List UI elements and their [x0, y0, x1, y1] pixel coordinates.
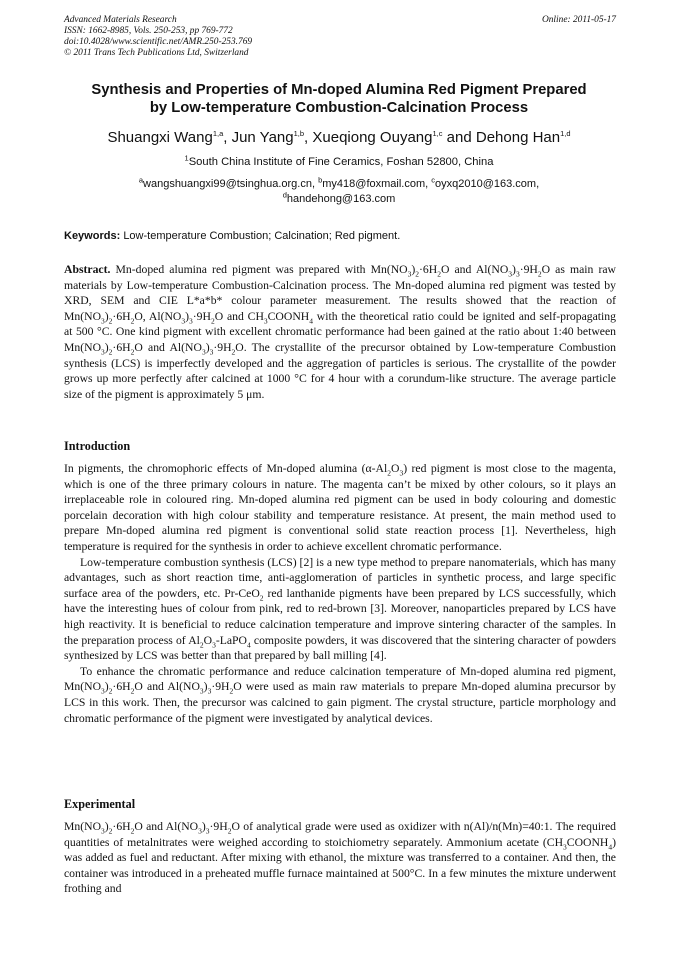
journal-name: Advanced Materials Research — [64, 15, 177, 25]
abstract-label: Abstract. — [64, 263, 111, 276]
paragraph: To enhance the chromatic performance and reduce calcination temperature of Mn-doped alumina red pigment, $Mn(NO_3)_2\cdot 6H_2O$ and $Al(NO_3)_3\cdot 9H_2O$ were used as main raw materials to prepare Mn-doped alumina precursor by LCS in this work. Then, the precursor was calcined to gain pigment. The crystal structure, particle morphology and chromatic performance of the pigment were investigated by analytical devices. — [64, 664, 616, 725]
author-emails: $^a$wangshuangxi99@tsinghua.org.cn, $^b$my418@foxmail.com, $^c$oyxq2010@163.com, $^d$handehong@163.com — [138, 175, 540, 205]
paper-title — [40, 81, 638, 117]
journal-header — [64, 15, 616, 59]
keywords-text: Low-temperature Combustion; Calcination; Red pigment. — [123, 230, 401, 242]
author-name: Jun Yang — [231, 129, 294, 146]
author-name: Xueqiong Ouyang — [312, 129, 433, 146]
email-c: oyxq2010@163.com — [435, 178, 537, 190]
author-superscript: 1,d — [560, 129, 571, 138]
paragraph: In pigments, the chromophoric effects of Mn-doped alumina $(\alpha-Al_2O_3)$ red pigment is most close to the magenta, which is one of the three primary colours in nature. The magenta can’t be mixed by other colours, so it plays an irreplaceable role in coloured ring. Mn-doped alumina red pigment can be used in body colouring and domestic porcelain decoration with high colour stability and temperature resistance. At present, the main method used to prepare Mn-doped alumina red pigment is conventional solid state reaction process [1]. Nevertheless, high temperature is required for the synthesis in order to achieve excellent chromatic performance. — [64, 462, 616, 553]
journal-copyright: © 2011 Trans Tech Publications Ltd, Switzerland — [64, 48, 249, 58]
keywords-label: Keywords: — [64, 230, 121, 242]
abstract-paragraph: Abstract. Mn-doped alumina red pigment was prepared with $Mn(NO_3)_2\cdot 6H_2O$ and $Al(NO_3)_3\cdot 9H_2O$ as main raw materials by Low-temperature Combustion-Calcination process. The Mn-doped alumina red pigment was tested by XRD, SEM and CIE L*a*b* colour parameter measurement. The results showed that the reaction of $Mn(NO_3)_2\cdot 6H_2O$, $Al(NO_3)_3\cdot 9H_2O$ and $CH_3COONH_4$ with the theoretical ratio could be ignited and self-propagating at 500 °C. One kind pigment with excellent chromatic performance had been gained at the ratio about 1:40 between $Mn(NO_3)_2\cdot 6H_2O$ and $Al(NO_3)_3\cdot 9H_2O$. The crystallite of the precursor obtained by Low-temperature Combustion synthesis (LCS) is imperfectly developed and the aggregation of particles is serious. The crystallite of the powder grows up more perfectly after calcined at 1000 °C for 4 hour with a corundum-like structure. The average particle size of the pigment is approximately 5 μm. — [64, 263, 616, 401]
keywords — [64, 229, 616, 243]
author-name: Dehong Han — [475, 129, 561, 146]
email-a: wangshuangxi99@tsinghua.org.cn — [143, 178, 312, 190]
paragraph: Low-temperature combustion synthesis (LCS) [2] is a new type method to prepare nanomaterials, which has many advantages, such as short reaction time, anti-agglomeration of particles in synthetic process, and large specific surface area of the powders, etc. Pr-CeO$_2$ red lanthanide pigments have been prepared by LCS successfully, which have the interesting hues of colour from pink, red to red-brown [3]. Moreover, nanoparticles prepared by LCS have high reactivity. It is beneficial to reduce calcination temperature and improve sintering character of the samples. In the preparation process of $Al_2O_3-LaPO_4$ composite powders, it was discovered that the sintering character of powders synthesized by LCS was better than that prepared by ball milling [4]. — [64, 555, 616, 663]
abstract — [64, 262, 616, 402]
author-superscript: 1,c — [432, 129, 443, 138]
experimental-heading: Experimental — [64, 797, 136, 811]
affiliation — [20, 155, 658, 169]
author-name: Shuangxi Wang — [107, 129, 213, 146]
paper-title-line-1: Synthesis and Properties of Mn-doped Alumina Red Pigment Prepared — [91, 82, 587, 98]
affiliation-text: South China Institute of Fine Ceramics, Foshan 52800, China — [188, 156, 494, 168]
introduction-heading: Introduction — [64, 439, 131, 453]
introduction-body — [64, 461, 616, 726]
paragraph: $Mn(NO_3)_2\cdot 6H_2O$ and $Al(NO_3)_3\cdot 9H_2O$ of analytical grade were used as oxidizer with n(Al)/n(Mn)=40:1. The required quantities of metalnitrates were weighed according to stoichiometry separately. Ammonium acetate $(CH_3COONH_4)$ was added as fuel and reductant. After mixing with ethanol, the mixture was transferred to a container. And then, the container was introduced in a preheated muffle furnace maintained at 500°C. In a few minutes the mixture underwent frothing and — [64, 820, 617, 896]
journal-issn: ISSN: 1662-8985, Vols. 250-253, pp 769-772 — [64, 26, 233, 36]
author-superscript: 1,b — [293, 129, 305, 138]
author-list: Shuangxi Wang$^{1,a}$, Jun Yang$^{1,b}$, Xueqiong Ouyang$^{1,c}$ and Dehong Han$^{1,d}$ — [107, 129, 571, 146]
paper-title-line-2: by Low-temperature Combustion-Calcination Process — [149, 100, 529, 116]
affiliation-superscript: 1 — [184, 153, 189, 163]
online-date: Online: 2011-05-17 — [541, 15, 616, 25]
email-d: handehong@163.com — [286, 193, 396, 205]
author-superscript: 1,a — [212, 129, 224, 138]
journal-doi: doi:10.4028/www.scientific.net/AMR.250-253.769 — [64, 37, 253, 47]
email-b: my418@foxmail.com — [322, 178, 426, 190]
experimental-body — [64, 819, 616, 897]
